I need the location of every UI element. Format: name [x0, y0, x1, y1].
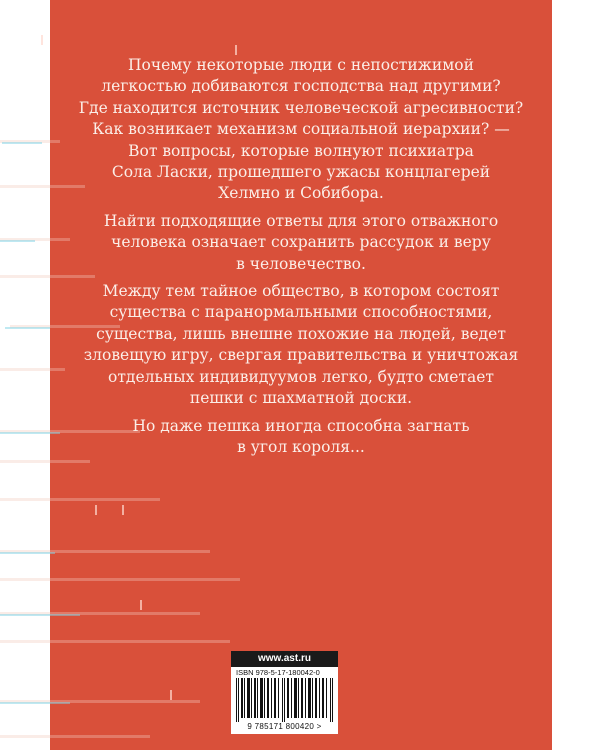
isbn-label: ISBN 978-5-17-180042-0 [236, 668, 320, 677]
barcode-number: 9 785171 800420 > [247, 722, 322, 731]
blurb-paragraph: Найти подходящие ответы для этого отважного человека означает сохранить рассудок и веру в человечество. [103, 211, 499, 273]
blurb-paragraph: Между тем тайное общество, в котором состоят существа с паранормальными способностями, существа, лишь внешне похожие на людей, ведет зловещую игру, свергая правительства и уничтожая отдельных индивидуумов легко, будто сметает пешки с шахматной доски. [83, 282, 519, 408]
book-blurb [50, 55, 552, 464]
publisher-website: www.ast.ru [231, 651, 338, 667]
blurb-paragraph: Но даже пешка иногда способна загнать в угол короля... [132, 416, 470, 456]
barcode-icon [236, 678, 334, 722]
blurb-paragraph: Почему некоторые люди с непостижимой легкостью добиваются господства над другими? Где находится источник человеческой агресивности? Как возникает механизм социальной иерархии? — Вот вопросы, которые волнуют психиатра Сола Ласки, прошедшего ужасы концлагерей Хелмно и Собибора. [78, 56, 524, 203]
